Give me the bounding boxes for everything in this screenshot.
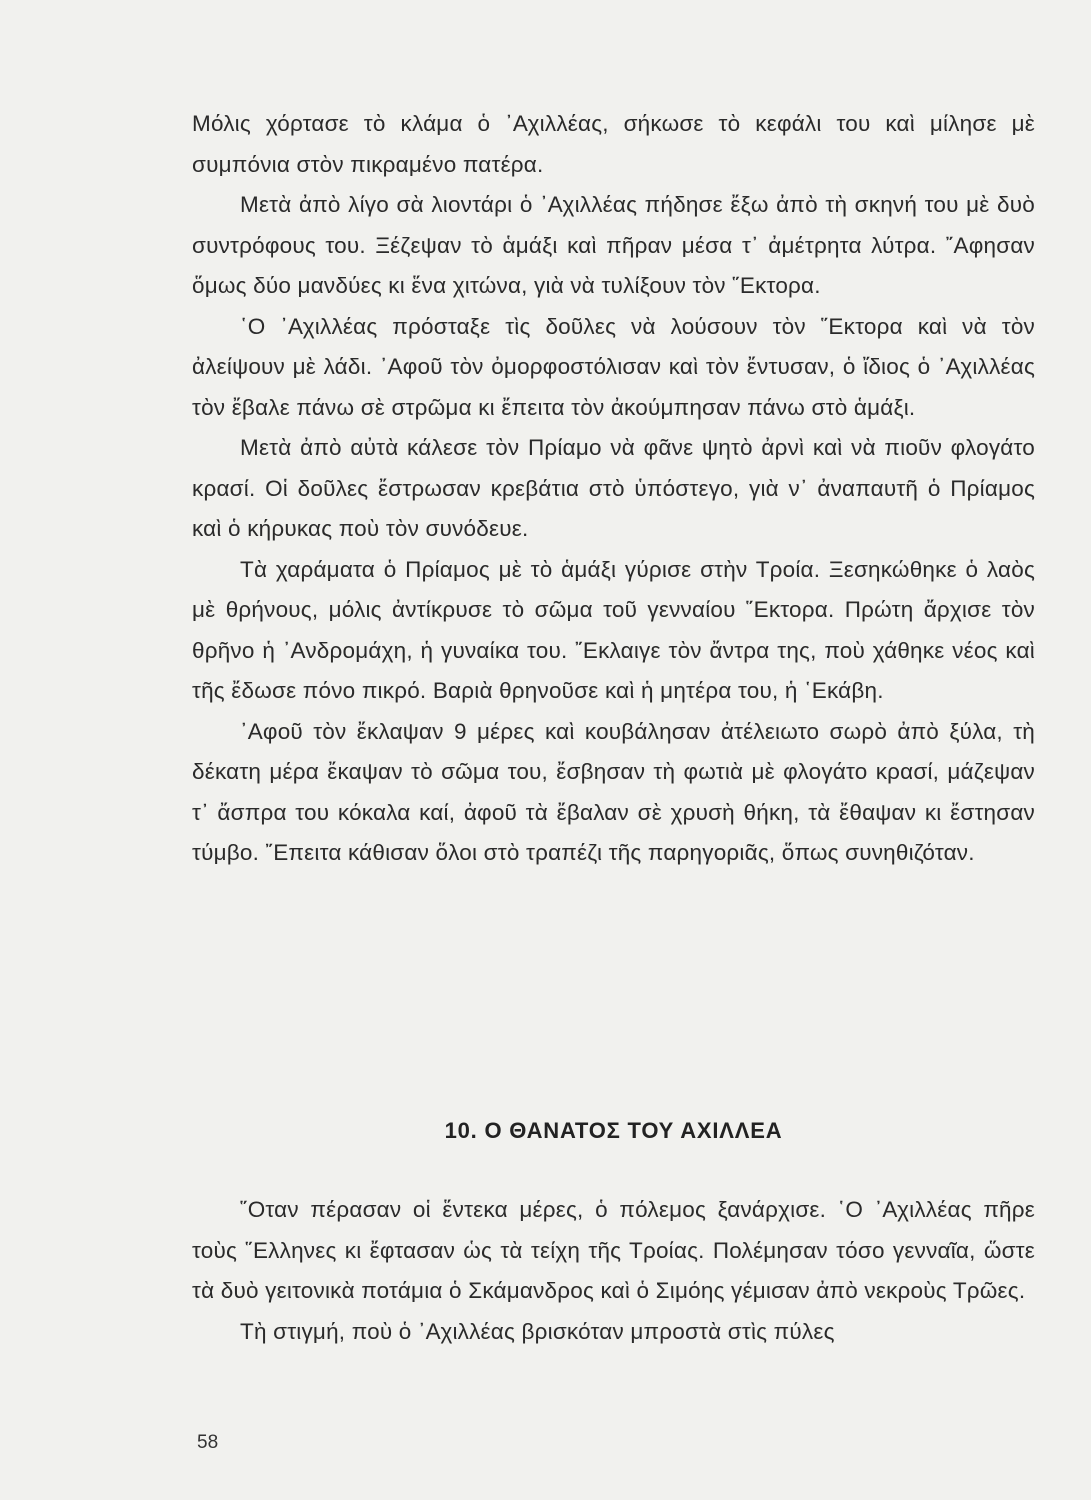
paragraph-3: ῾Ο ᾿Αχιλλέας πρόσταξε τὶς δοῦλες νὰ λούσουν τὸν ῞Εκτορα καὶ νὰ τὸν ἀλείψουν μὲ λάδι. ᾿Αφοῦ τὸν ὀμορφοστόλισαν καὶ τὸν ἔντυσαν, ὁ ἴδιος ὁ ᾿Αχιλλέας τὸν ἔβαλε πάνω σὲ στρῶμα κι ἔπειτα τὸν ἀκούμπησαν πάνω στὸ ἁμάξι. — [192, 313, 1035, 420]
section-text — [192, 1190, 1035, 1352]
paragraph-6: ᾿Αφοῦ τὸν ἔκλαψαν 9 μέρες καὶ κουβάλησαν ἀτέλειωτο σωρὸ ἀπὸ ξύλα, τὴ δέκατη μέρα ἔκαψαν τὸ σῶμα του, ἔσβησαν τὴ φωτιὰ μὲ φλογάτο κρασί, μάζεψαν τ᾿ ἄσπρα του κόκαλα καί, ἀφοῦ τὰ ἔβαλαν σὲ χρυσὴ θήκη, τὰ ἔθαψαν κι ἔστησαν τύμβο. ῎Επειτα κάθισαν ὅλοι στὸ τραπέζι τῆς παρηγοριᾶς, ὅπως συνηθιζόταν. — [192, 718, 1035, 865]
paragraph-1: Μόλις χόρτασε τὸ κλάμα ὁ ᾿Αχιλλέας, σήκωσε τὸ κεφάλι του καὶ μίλησε μὲ συμπόνια στὸν πικραμένο πατέρα. — [192, 111, 1035, 177]
paragraph-5: Τὰ χαράματα ὁ Πρίαμος μὲ τὸ ἁμάξι γύρισε στὴν Τροία. Ξεσηκώθηκε ὁ λαὸς μὲ θρήνους, μόλις ἀντίκρυσε τὸ σῶμα τοῦ γενναίου ῞Εκτορα. Πρώτη ἄρχισε τὸν θρῆνο ἡ ᾿Ανδρομάχη, ἡ γυναίκα του. ῎Εκλαιγε τὸν ἄντρα της, ποὺ χάθηκε νέος καὶ τῆς ἔδωσε πόνο πικρό. Βαριὰ θρηνοῦσε καὶ ἡ μητέρα του, ἡ ῾Εκάβη. — [192, 556, 1035, 703]
paragraph-2: Μετὰ ἀπὸ λίγο σὰ λιοντάρι ὁ ᾿Αχιλλέας πήδησε ἔξω ἀπὸ τὴ σκηνή του μὲ δυὸ συντρόφους του. Ξέζεψαν τὸ ἁμάξι καὶ πῆραν μέσα τ᾿ ἀμέτρητα λύτρα. ῎Αφησαν ὅμως δύο μανδύες κι ἕνα χιτώνα, γιὰ νὰ τυλίξουν τὸν ῞Εκτορα. — [192, 192, 1035, 298]
section-paragraph-2: Τὴ στιγμή, ποὺ ὁ ᾿Αχιλλέας βρισκόταν μπροστὰ στὶς πύλες — [240, 1318, 835, 1344]
section-paragraph-1: ῞Οταν πέρασαν οἱ ἕντεκα μέρες, ὁ πόλεμος ξανάρχισε. ῾Ο ᾿Αχιλλέας πῆρε τοὺς ῞Ελληνες κι ἔφτασαν ὡς τὰ τείχη τῆς Τροίας. Πολέμησαν τόσο γενναῖα, ὥστε τὰ δυὸ γειτονικὰ ποτάμια ὁ Σκάμανδρος καὶ ὁ Σιμόης γέμισαν ἀπὸ νεκροὺς Τρῶες. — [192, 1197, 1035, 1303]
section-heading: 10. Ο ΘΑΝΑΤΟΣ ΤΟΥ ΑΧΙΛΛΕΑ — [444, 1118, 783, 1143]
page-number: 58 — [197, 1432, 219, 1453]
paragraph-4: Μετὰ ἀπὸ αὐτὰ κάλεσε τὸν Πρίαμο νὰ φᾶνε ψητὸ ἀρνὶ καὶ νὰ πιοῦν φλογάτο κρασί. Οἱ δοῦλες ἔστρωσαν κρεβάτια στὸ ὑπόστεγο, γιὰ ν᾿ ἀναπαυτῆ ὁ Πρίαμος καὶ ὁ κήρυκας ποὺ τὸν συνόδευε. — [192, 435, 1035, 541]
body-text — [192, 104, 1035, 874]
